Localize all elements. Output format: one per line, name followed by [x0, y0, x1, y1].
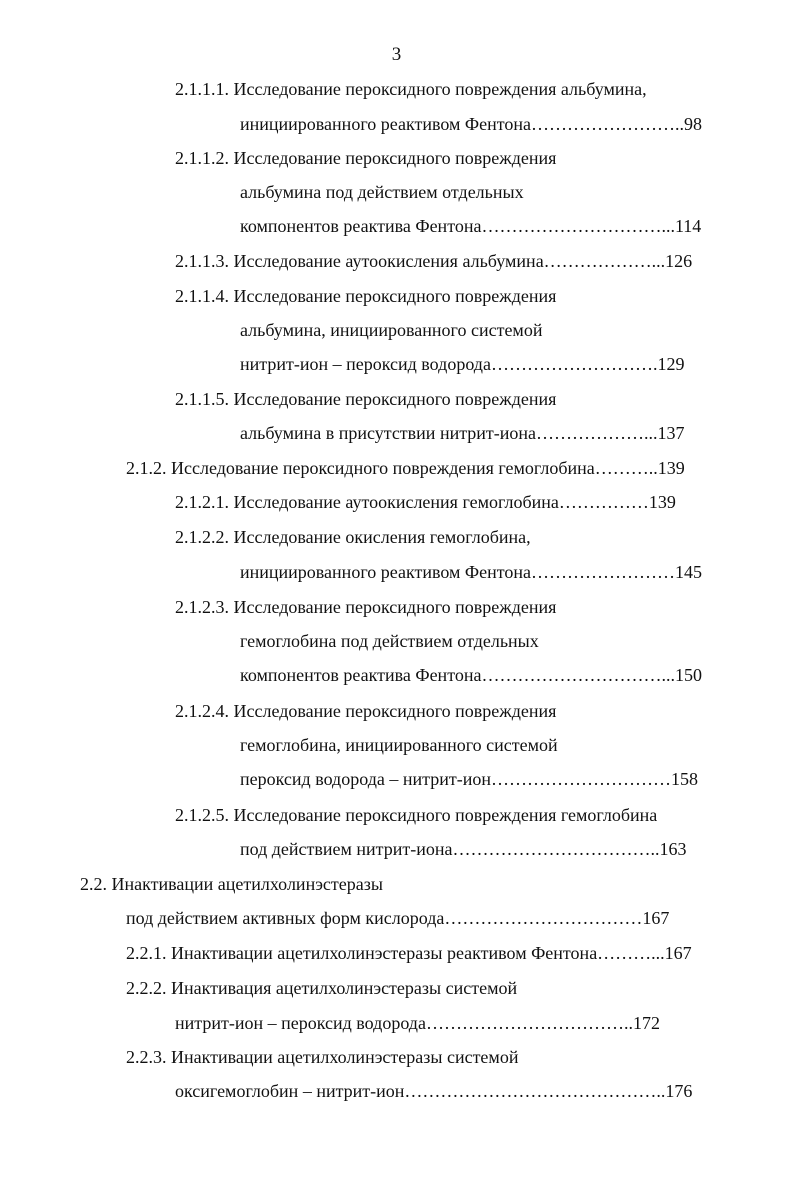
toc-2-2-line2: под действием активных форм кислорода……………………………167 — [126, 908, 670, 928]
toc-2-2-3-line1: 2.2.3. Инактивации ацетилхолинэстеразы системой — [126, 1047, 519, 1067]
toc-2-2-1-line1: 2.2.1. Инактивации ацетилхолинэстеразы реактивом Фентона………...167 — [126, 943, 692, 963]
toc-2-1-2-5-line1: 2.1.2.5. Исследование пероксидного повреждения гемоглобина — [175, 805, 658, 825]
toc-2-1-1-2-line1: 2.1.1.2. Исследование пероксидного повреждения — [175, 148, 557, 168]
toc-2-1-2-line1: 2.1.2. Исследование пероксидного повреждения гемоглобина………..139 — [126, 458, 685, 478]
toc-2-1-2-4-line3: пероксид водорода – нитрит-ион…………………………158 — [240, 769, 698, 789]
toc-2-1-1-5-line2: альбумина в присутствии нитрит-иона………………...137 — [240, 423, 685, 443]
toc-2-1-1-4-line1: 2.1.1.4. Исследование пероксидного повреждения — [175, 286, 557, 306]
toc-2-1-2-3-line3: компонентов реактива Фентона…………………………...150 — [240, 665, 702, 685]
toc-2-1-1-1-line2: инициированного реактивом Фентона……………………..98 — [240, 114, 702, 134]
toc-2-1-2-2-line2: инициированного реактивом Фентона……………………145 — [240, 562, 702, 582]
toc-2-2-2-line1: 2.2.2. Инактивация ацетилхолинэстеразы системой — [126, 978, 518, 998]
toc-2-1-1-2-line3: компонентов реактива Фентона…………………………...114 — [240, 216, 702, 236]
toc-2-1-1-1-line1: 2.1.1.1. Исследование пероксидного повреждения альбумина, — [175, 79, 647, 99]
toc-2-1-2-5-line2: под действием нитрит-иона……………………………..163 — [240, 839, 687, 859]
toc-2-1-1-5-line1: 2.1.1.5. Исследование пероксидного повреждения — [175, 389, 557, 409]
toc-2-1-2-3-line2: гемоглобина под действием отдельных — [240, 631, 539, 651]
page-number: 3 — [391, 44, 402, 65]
toc-2-1-2-4-line2: гемоглобина, инициированного системой — [240, 735, 558, 755]
toc-2-1-1-2-line2: альбумина под действием отдельных — [240, 182, 524, 202]
toc-2-1-2-3-line1: 2.1.2.3. Исследование пероксидного повреждения — [175, 597, 557, 617]
toc-2-1-1-4-line3: нитрит-ион – пероксид водорода……………………….129 — [240, 354, 685, 374]
toc-2-1-2-1-line1: 2.1.2.1. Исследование аутоокисления гемоглобина……………139 — [175, 492, 676, 512]
toc-2-1-2-4-line1: 2.1.2.4. Исследование пероксидного повреждения — [175, 701, 557, 721]
toc-2-2-3-line2: оксигемоглобин – нитрит-ион……………………………………..176 — [175, 1081, 693, 1101]
toc-2-2-line1: 2.2. Инактивации ацетилхолинэстеразы — [80, 874, 383, 894]
toc-2-1-1-4-line2: альбумина, инициированного системой — [240, 320, 543, 340]
toc-2-1-2-2-line1: 2.1.2.2. Исследование окисления гемоглобина, — [175, 527, 531, 547]
toc-2-2-2-line2: нитрит-ион – пероксид водорода……………………………..172 — [175, 1013, 660, 1033]
toc-2-1-1-3-line1: 2.1.1.3. Исследование аутоокисления альбумина………………...126 — [175, 251, 693, 271]
